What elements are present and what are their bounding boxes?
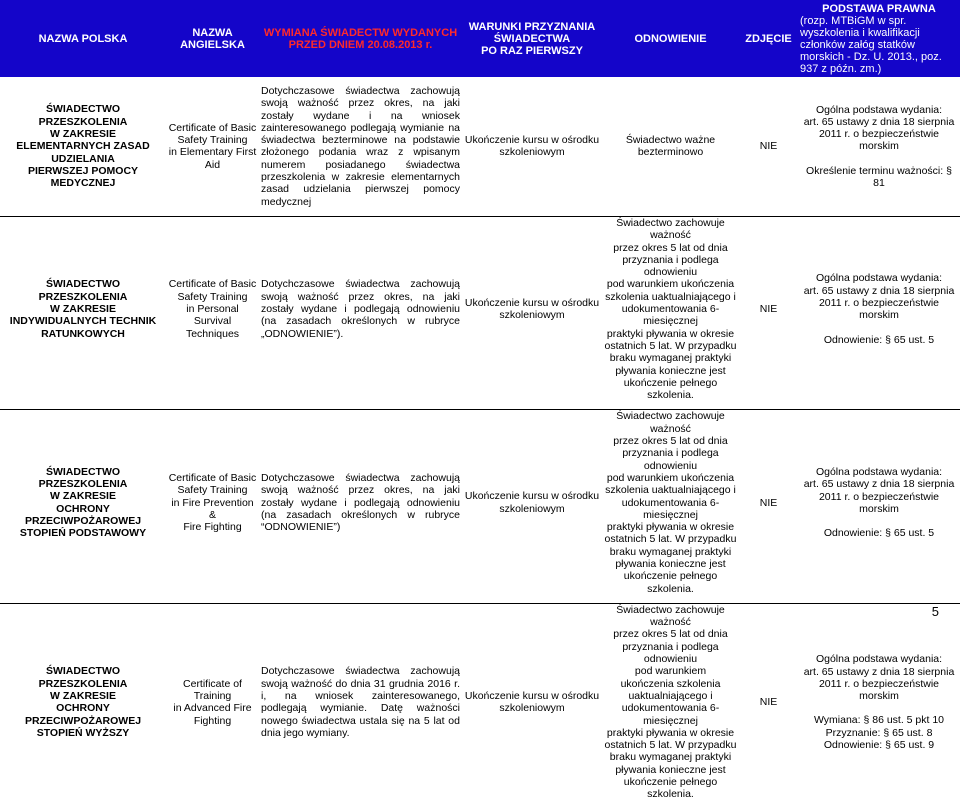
text-line: Określenie terminu ważności: § 81	[806, 164, 952, 190]
text-line: pod warunkiem ukończenia	[606, 278, 735, 291]
header-line: PRZED DNIEM 20.08.2013 r.	[288, 38, 433, 51]
text-line: Przyznanie: § 65 ust. 8	[825, 726, 933, 739]
text-line: STOPIEŃ PODSTAWOWY	[19, 527, 147, 540]
header-english-name	[166, 0, 259, 77]
text-line: RATUNKOWYCH	[41, 327, 125, 340]
photo-required: NIE	[759, 303, 778, 316]
text-line: 2011 r. o bezpieczeństwie morskim	[818, 490, 940, 515]
text-line: Fire Fighting	[183, 521, 242, 534]
renewal-rules	[602, 604, 739, 801]
text-line: Fighting	[193, 714, 232, 727]
text-line: Ukończenie kursu w ośrodku	[464, 296, 600, 309]
text-line: W ZAKRESIE	[50, 689, 116, 702]
text-line: Safety Training	[177, 134, 248, 147]
exchange-rules: Dotychczasowe świadectwa zachowują swoją ważność przez okres, na jaki zostały wydane i podlegają odnowieniu (na zasadach określonych w rubryce „ODNOWIENIE”).	[261, 278, 460, 340]
text-line: ELEMENTARNYCH ZASAD	[16, 140, 150, 153]
text-line: szkoleniowym	[499, 146, 565, 159]
text-line: OCHRONY PRZECIWPOŻAROWEJ	[24, 502, 142, 527]
header-line: WYMIANA ŚWIADECTW WYDANYCH	[263, 26, 458, 39]
text-line: ostatnich 5 lat. W przypadku	[604, 739, 737, 752]
text-line: braku wymaganej praktyki	[609, 545, 732, 558]
text-line: Ogólna podstawa wydania:	[815, 653, 943, 666]
header-polish-name: NAZWA POLSKA	[0, 0, 166, 77]
header-line: ANGIELSKA	[180, 38, 245, 51]
text-line: szkolenia uaktualniającego i	[605, 484, 736, 497]
header-renewal: ODNOWIENIE	[602, 0, 739, 77]
issue-conditions	[462, 217, 602, 401]
certificate-polish-name	[0, 217, 166, 401]
text-line: in Personal Survival	[186, 303, 239, 328]
legal-basis	[798, 217, 960, 401]
text-line: ukończenie pełnego szkolenia.	[623, 776, 718, 801]
text-line: art. 65 ustawy z dnia 18 sierpnia	[803, 284, 955, 297]
text-line: 2011 r. o bezpieczeństwie morskim	[818, 128, 940, 153]
text-line: Wymiana: § 86 ust. 5 pkt 10	[813, 714, 945, 727]
photo-required: NIE	[759, 696, 778, 709]
certificate-english-name	[166, 217, 259, 401]
table-row	[0, 217, 960, 401]
text-line: in Elementary First	[168, 146, 257, 159]
text-line: Odnowienie: § 65 ust. 9	[823, 738, 935, 751]
header-legal-text: (rozp. MTBiGM w spr. wyszkolenia i kwalifikacji członków załóg statków morskich - Dz. U. 2013., poz. 937 z późn. zm.)	[800, 14, 942, 75]
table-row	[0, 85, 960, 208]
text-line: Ukończenie kursu w ośrodku	[464, 134, 600, 147]
legal-basis	[798, 604, 960, 801]
header-conditions	[462, 0, 602, 77]
legal-basis	[798, 410, 960, 594]
text-line: Aid	[204, 158, 221, 171]
text-line: INDYWIDUALNYCH TECHNIK	[9, 315, 157, 328]
renewal-rules	[602, 217, 739, 401]
text-line: Ukończenie kursu w ośrodku	[464, 689, 600, 702]
text-line: udokumentowania 6-miesięcznej	[621, 702, 720, 727]
text-line: art. 65 ustawy z dnia 18 sierpnia	[803, 115, 955, 128]
text-line: ostatnich 5 lat. W przypadku	[604, 533, 737, 546]
text-line: Odnowienie: § 65 ust. 5	[823, 527, 935, 540]
text-line: Ogólna podstawa wydania:	[815, 465, 943, 478]
text-line: braku wymaganej praktyki	[609, 352, 732, 365]
text-line: pływania konieczne jest	[615, 557, 726, 570]
text-line: Ukończenie kursu w ośrodku	[464, 490, 600, 503]
text-line: przez okres 5 lat od dnia	[613, 241, 728, 254]
header-exchange	[259, 0, 462, 77]
header-legal-basis	[798, 0, 960, 77]
text-line: szkoleniowym	[499, 702, 565, 715]
text-line: praktyki pływania w okresie	[606, 327, 735, 340]
renewal-rules: Świadectwo ważne bezterminowo	[625, 134, 716, 159]
text-line: przez okres 5 lat od dnia	[613, 435, 728, 448]
exchange-rules: Dotychczasowe świadectwa zachowują swoją ważność przez okres, na jaki zostały wydane i podlegają odnowieniu (na zasadach określonych w rubryce “ODNOWIENIE”)	[261, 471, 460, 534]
text-line: Ogólna podstawa wydania:	[815, 103, 943, 116]
text-line: ukończenie pełnego szkolenia.	[623, 376, 718, 402]
text-line: pływania konieczne jest	[615, 364, 726, 377]
photo-required: NIE	[759, 140, 778, 153]
text-line: MEDYCZNEJ	[50, 177, 116, 190]
text-line: Certificate of Basic	[168, 278, 257, 291]
text-line: uaktualniającego i	[628, 689, 713, 702]
header-line: NAZWA	[192, 26, 233, 39]
text-line: Certificate of Training	[183, 677, 242, 702]
text-line: art. 65 ustawy z dnia 18 sierpnia	[803, 665, 955, 678]
certificate-polish-name	[0, 410, 166, 594]
text-line: praktyki pływania w okresie	[606, 521, 735, 534]
text-line: STOPIEŃ WYŻSZY	[36, 726, 130, 739]
text-line: pływania konieczne jest	[615, 763, 726, 776]
text-line: praktyki pływania w okresie	[606, 726, 735, 739]
certificate-english-name	[166, 85, 259, 208]
header-photo: ZDJĘCIE	[739, 0, 798, 77]
text-line: ukończenia szkolenia	[620, 677, 721, 690]
text-line: 2011 r. o bezpieczeństwie morskim	[818, 297, 940, 322]
text-line: in Fire Prevention &	[171, 496, 254, 521]
text-line: ostatnich 5 lat. W przypadku	[604, 339, 737, 352]
text-line: Odnowienie: § 65 ust. 5	[823, 333, 935, 346]
text-line: udokumentowania 6-miesięcznej	[621, 496, 720, 521]
text-line: ŚWIADECTWO PRZESZKOLENIA	[38, 665, 128, 690]
issue-conditions	[462, 604, 602, 801]
header-legal-title: PODSTAWA PRAWNA	[822, 2, 936, 15]
text-line: W ZAKRESIE	[50, 490, 116, 503]
text-line: Świadectwo zachowuje ważność	[616, 603, 725, 629]
page-number: 5	[931, 604, 939, 619]
header-line: WARUNKI PRZYZNANIA	[468, 20, 596, 33]
issue-conditions	[462, 410, 602, 594]
text-line: ŚWIADECTWO PRZESZKOLENIA	[38, 103, 128, 128]
exchange-rules: Dotychczasowe świadectwa zachowują swoją ważność przez okres, na jaki zostały wydane i na wniosek zainteresowanego podlegają wymianie na świadectwa bezterminowe na podstawie złożonego podania wraz z wpisanym numerem posiadanego świadectwa przeszkolenia w zakresie elementarnych zasad udzielania pierwszej pomocy medycznej	[261, 85, 460, 208]
certificate-english-name	[166, 410, 259, 594]
text-line: Świadectwo zachowuje ważność	[616, 216, 725, 242]
text-line: W ZAKRESIE	[50, 128, 116, 141]
header-line: PO RAZ PIERWSZY	[481, 44, 583, 57]
header-row	[0, 0, 960, 77]
certificate-polish-name	[0, 85, 166, 208]
text-line: W ZAKRESIE	[50, 303, 116, 316]
certificate-polish-name	[0, 604, 166, 801]
text-line: in Advanced Fire	[173, 702, 252, 715]
text-line: Techniques	[185, 327, 240, 340]
legal-basis	[798, 85, 960, 208]
text-line: art. 65 ustawy z dnia 18 sierpnia	[803, 478, 955, 491]
text-line: Certificate of Basic	[168, 471, 257, 484]
text-line: braku wymaganej praktyki	[609, 751, 732, 764]
text-line: Świadectwo zachowuje ważność	[616, 410, 725, 435]
text-line: szkoleniowym	[499, 309, 565, 322]
photo-required: NIE	[759, 496, 778, 509]
text-line: OCHRONY PRZECIWPOŻAROWEJ	[24, 702, 142, 727]
issue-conditions	[462, 85, 602, 208]
text-line: ukończenie pełnego szkolenia.	[623, 570, 718, 595]
text-line: pod warunkiem	[634, 665, 707, 678]
text-line: ŚWIADECTWO PRZESZKOLENIA	[38, 278, 128, 303]
table-row	[0, 604, 960, 801]
text-line: udokumentowania 6-miesięcznej	[621, 303, 720, 328]
text-line: przez okres 5 lat od dnia	[613, 628, 728, 641]
text-line: UDZIELANIA	[51, 152, 115, 165]
text-line: przyznania i podlega odnowieniu	[622, 447, 719, 472]
text-line: ŚWIADECTWO PRZESZKOLENIA	[38, 465, 128, 491]
text-line: PIERWSZEJ POMOCY	[27, 164, 139, 177]
text-line: szkolenia uaktualniającego i	[605, 290, 736, 303]
certificate-english-name	[166, 604, 259, 801]
renewal-rules	[602, 410, 739, 594]
text-line: Certificate of Basic	[168, 121, 257, 134]
text-line: szkoleniowym	[499, 502, 565, 515]
header-line: ŚWIADECTWA	[493, 32, 571, 45]
text-line: Safety Training	[177, 290, 248, 303]
text-line: przyznania i podlega odnowieniu	[622, 640, 719, 666]
exchange-rules: Dotychczasowe świadectwa zachowują swoją ważność do dnia 31 grudnia 2016 r. i, na wniosek zainteresowanego, podlegają wymianie. Datę ważności nowego świadectwa ustala się na 5 lat od dnia jego wymiany.	[261, 665, 460, 739]
text-line: przyznania i podlega odnowieniu	[622, 253, 719, 279]
text-line: Ogólna podstawa wydania:	[815, 272, 943, 285]
table-row	[0, 410, 960, 594]
text-line: 2011 r. o bezpieczeństwie morskim	[818, 677, 940, 703]
text-line: Safety Training	[177, 484, 248, 497]
text-line: pod warunkiem ukończenia	[606, 471, 735, 484]
